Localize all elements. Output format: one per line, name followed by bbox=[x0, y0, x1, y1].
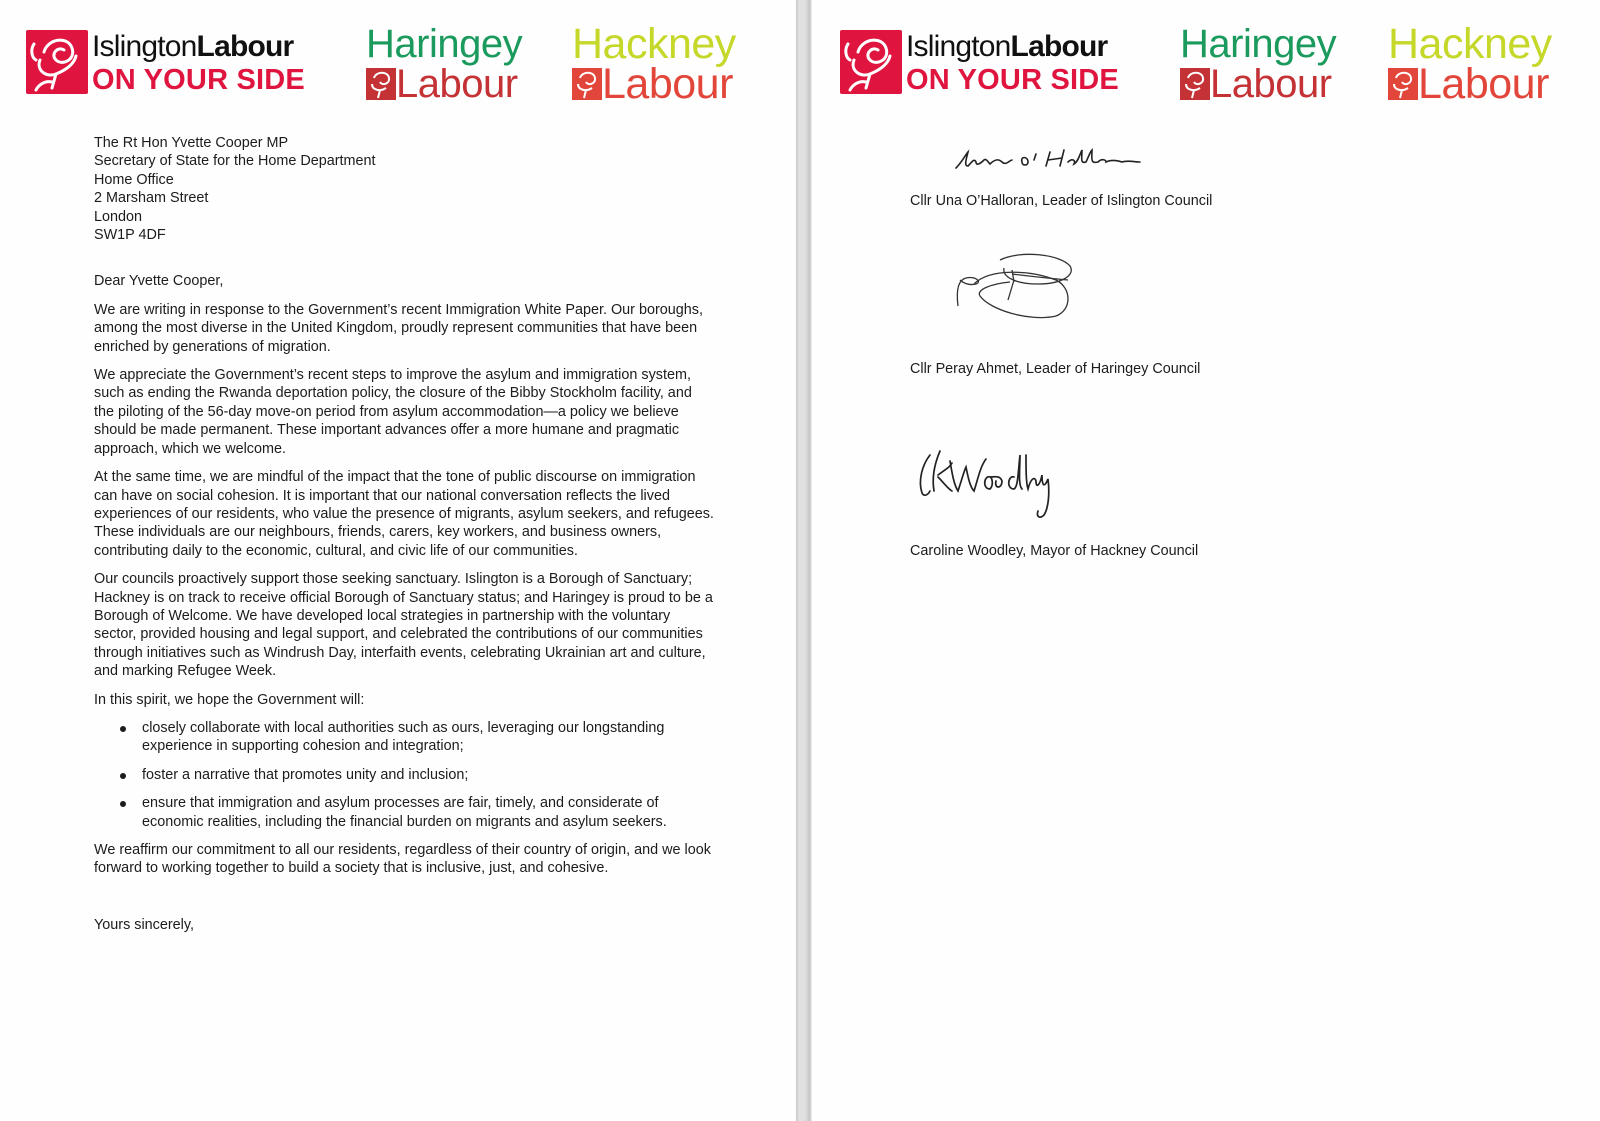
list-item-text: closely collaborate with local authorities such as ours, leveraging our longstanding experience in supporting cohesion and integration; bbox=[142, 719, 665, 755]
signature-peray-ahmet bbox=[910, 250, 1130, 330]
signatory-hackney bbox=[910, 445, 1410, 565]
logo-header bbox=[0, 20, 796, 108]
closing: Yours sincerely, bbox=[94, 916, 194, 933]
haringey-labour-text: Labour bbox=[1210, 62, 1332, 106]
request-list bbox=[94, 719, 714, 831]
rose-icon bbox=[26, 30, 88, 94]
address-line: Home Office bbox=[94, 171, 174, 188]
islington-labour-logo bbox=[840, 30, 1150, 102]
signature-una-ohalloran bbox=[910, 140, 1160, 180]
list-item bbox=[94, 719, 714, 756]
hackney-name: Hackney bbox=[1388, 20, 1552, 68]
address-line: The Rt Hon Yvette Cooper MP bbox=[94, 135, 289, 151]
islington-labour-logo bbox=[26, 30, 336, 102]
list-item-text: ensure that immigration and asylum processes are fair, timely, and considerate of economic realities, including the financial burden on migrants and asylum seekers. bbox=[142, 795, 667, 830]
hackney-labour-text: Labour bbox=[602, 60, 733, 108]
rose-icon bbox=[1180, 68, 1210, 100]
paragraph: Our councils proactively support those seeking sanctuary. Islington is a Borough of Sanctuary; Hackney is on track to receive official Borough of Sanctuary status; and Haringey is proud to be a Borough of Welcome. We have developed local strategies in partnership with the voluntary sector, provided housing and legal support, and celebrated the contributions of our communities through initiatives such as Windrush Day, interfaith events, celebrating Ukrainian art and culture, and marking Refugee Week. bbox=[94, 571, 713, 680]
haringey-labour-text: Labour bbox=[396, 62, 518, 106]
letter-body bbox=[94, 134, 714, 934]
haringey-name: Haringey bbox=[1180, 22, 1337, 66]
signatory-name: Caroline Woodley, Mayor of Hackney Council bbox=[910, 543, 1199, 559]
letter-page-1 bbox=[0, 0, 796, 1121]
bullet-icon bbox=[120, 726, 126, 732]
signatory-islington bbox=[910, 140, 1410, 210]
address-line: SW1P 4DF bbox=[94, 227, 166, 244]
haringey-labour-logo bbox=[1180, 22, 1350, 106]
islington-name: Islington bbox=[92, 30, 197, 63]
rose-icon bbox=[572, 68, 602, 100]
final-paragraph: We reaffirm our commitment to all our residents, regardless of their country of origin, and we look forward to working together to build a society that is inclusive, just, and cohesive. bbox=[94, 842, 711, 877]
signatory-haringey bbox=[910, 250, 1410, 380]
haringey-labour-logo bbox=[366, 22, 536, 106]
signatory-name: Cllr Peray Ahmet, Leader of Haringey Council bbox=[910, 361, 1201, 377]
recipient-address bbox=[94, 134, 714, 244]
address-line: Secretary of State for the Home Department bbox=[94, 153, 376, 170]
signatory-name: Cllr Una O’Halloran, Leader of Islington Council bbox=[910, 193, 1213, 209]
bullet-icon bbox=[120, 801, 126, 807]
bullet-icon bbox=[120, 773, 126, 779]
list-item bbox=[94, 766, 714, 784]
islington-name: Islington bbox=[906, 30, 1011, 63]
salutation: Dear Yvette Cooper, bbox=[94, 273, 224, 290]
paragraph: We are writing in response to the Government’s recent Immigration White Paper. Our boroughs, among the most diverse in the United Kingdom, proudly represent communities that have been enriched by generations of migration. bbox=[94, 301, 703, 355]
list-item-text: foster a narrative that promotes unity and inclusion; bbox=[142, 766, 469, 783]
haringey-name: Haringey bbox=[366, 22, 523, 66]
on-your-side-tagline: ON YOUR SIDE bbox=[92, 64, 305, 96]
paragraph: At the same time, we are mindful of the impact that the tone of public discourse on immigration can have on social cohesion. It is important that our national conversation reflects the lived experiences of our residents, who value the presence of migrants, asylum seekers, and refugees. These individuals are our neighbours, friends, carers, key workers, and business owners, contributing daily to the economic, cultural, and civic life of our communities. bbox=[94, 469, 714, 559]
on-your-side-tagline: ON YOUR SIDE bbox=[906, 64, 1119, 96]
list-item bbox=[94, 794, 714, 831]
rose-icon bbox=[366, 68, 396, 100]
address-line: London bbox=[94, 208, 143, 225]
labour-name: Labour bbox=[196, 30, 294, 63]
address-line: 2 Marsham Street bbox=[94, 190, 209, 207]
paragraph: In this spirit, we hope the Government will: bbox=[94, 691, 365, 708]
labour-name: Labour bbox=[1010, 30, 1108, 63]
hackney-name: Hackney bbox=[572, 20, 736, 68]
rose-icon bbox=[840, 30, 902, 94]
page-divider bbox=[796, 0, 812, 1121]
signature-caroline-woodley bbox=[910, 445, 1110, 535]
paragraph: We appreciate the Government’s recent steps to improve the asylum and immigration system, such as ending the Rwanda deportation policy, the closure of the Bibby Stockholm facility, and the piloting of the 56-day move-on period from asylum accommodation—a policy we believe should be made permanent. These important advances offer a more humane and pragmatic approach, which we welcome. bbox=[94, 367, 692, 457]
hackney-labour-text: Labour bbox=[1418, 60, 1549, 108]
logo-header bbox=[812, 20, 1600, 108]
rose-icon bbox=[1388, 68, 1418, 100]
